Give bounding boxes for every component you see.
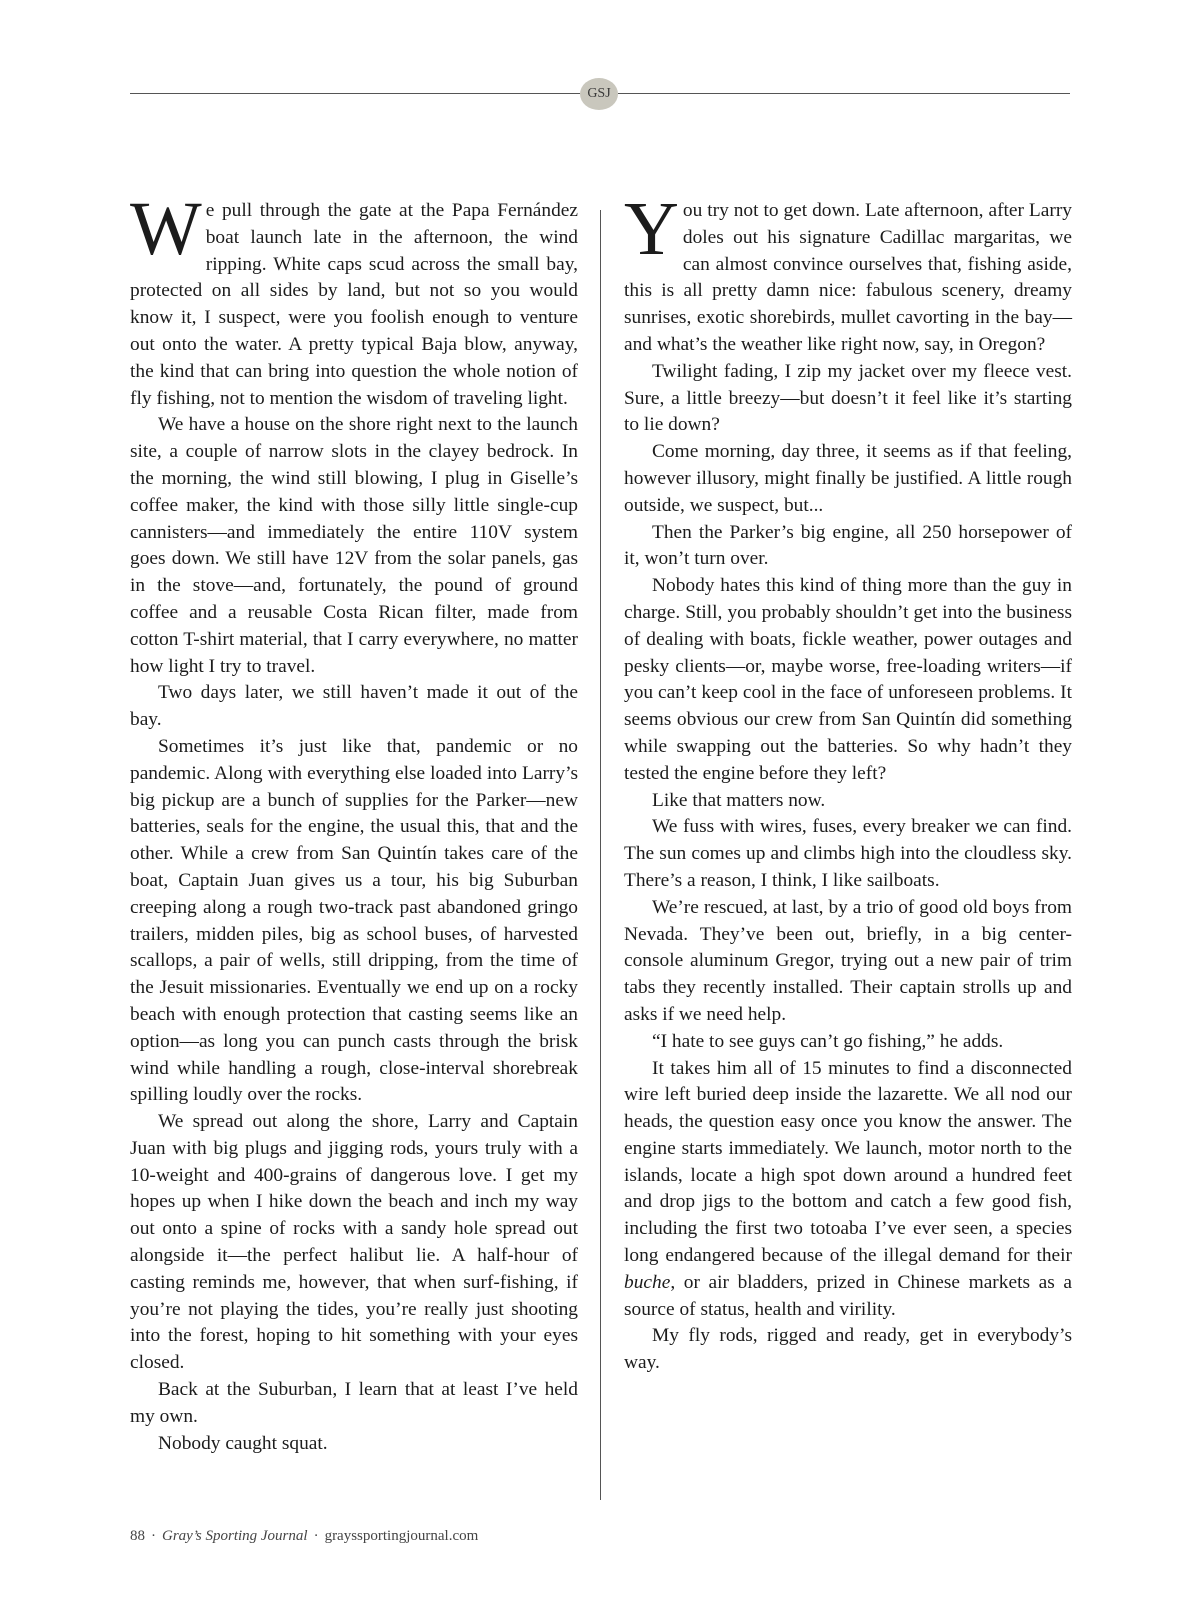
left-column <box>130 187 578 1457</box>
column-divider <box>600 210 601 1500</box>
paragraph: Like that matters now. <box>652 789 826 811</box>
italic-term: buche <box>624 1271 671 1293</box>
paragraph-text: , or air bladders, prized in Chinese markets as a source of status, health and virility. <box>624 1271 1072 1320</box>
paragraph: We fuss with wires, fuses, every breaker we can find. The sun comes up and climbs high into the cloudless sky. There’s a reason, I think, I like sailboats. <box>624 816 1072 891</box>
gsj-badge: GSJ <box>580 78 618 110</box>
paragraph: Come morning, day three, it seems as if that feeling, however illusory, might finally be justified. A little rough outside, we suspect, but... <box>624 441 1072 516</box>
paragraph: We have a house on the shore right next to the launch site, a couple of narrow slots in the clayey bedrock. In the morning, the wind still blowing, I plug in Giselle’s coffee maker, the kind with those silly little single-cup cannisters—and immediately the entire 110V system goes down. We still have 12V from the solar panels, gas in the stove—and, fortunately, the pound of ground coffee and a reusable Costa Rican filter, made from cotton T-shirt material, that I carry everywhere, no matter how light I try to travel. <box>130 414 578 677</box>
paragraph: Then the Parker’s big engine, all 250 horsepower of it, won’t turn over. <box>624 521 1072 570</box>
paragraph: Nobody hates this kind of thing more than the guy in charge. Still, you probably shouldn’t get into the business of dealing with boats, fickle weather, power outages and pesky clients—or, maybe worse, free-loading writers—if you can’t keep cool in the face of unforeseen problems. It seems obvious our crew from San Quintín did something while swapping out the batteries. So why hadn’t they tested the engine before they left? <box>624 575 1072 784</box>
paragraph: Sometimes it’s just like that, pandemic or no pandemic. Along with everything else loaded into Larry’s big pickup are a bunch of supplies for the Parker—new batteries, seals for the engine, the usual this, that and the other. While a crew from San Quintín takes care of the boat, Captain Juan gives us a tour, his big Suburban creeping along a rough two-track past abandoned gringo trailers, midden piles, big as school buses, of harvested scallops, a pair of wells, still dripping, from the time of the Jesuit missionaries. Eventually we end up on a rocky beach with enough protection that casting seems like an option—as long you can punch casts through the brisk wind while handling a rough, close-interval shorebreak spilling loudly over the rocks. <box>130 735 578 1106</box>
paragraph: My fly rods, rigged and ready, get in everybody’s way. <box>624 1325 1072 1374</box>
header-rule-left <box>130 93 580 94</box>
drop-cap: W <box>130 187 202 271</box>
footer-separator: · <box>313 1528 319 1544</box>
paragraph: We spread out along the shore, Larry and Captain Juan with big plugs and jigging rods, yours truly with a 10-weight and 400-grains of dangerous love. I get my hopes up when I hike down the beach and inch my way out onto a spine of rocks with a sandy hole spread out alongside it—the perfect halibut lie. A half-hour of casting reminds me, however, that when surf-fishing, if you’re not playing the tides, you’re really just shooting into the forest, hoping to hit something with your eyes closed. <box>130 1111 578 1374</box>
paragraph: Nobody caught squat. <box>158 1432 328 1454</box>
paragraph: Twilight fading, I zip my jacket over my fleece vest. Sure, a little breezy—but doesn’t it feel like it’s starting to lie down? <box>624 360 1072 436</box>
paragraph <box>624 1056 1072 1324</box>
paragraph <box>130 187 578 412</box>
paragraph-text: e pull through the gate at the Papa Fernández boat launch late in the afternoon, the wind ripping. White caps scud across the small bay, protected on all sides by land, but not so you would know it, I suspect, were you foolish enough to venture out onto the water. A pretty typical Baja blow, anyway, the kind that can bring into question the whole notion of fly fishing, not to mention the wisdom of traveling light. <box>130 200 578 409</box>
page-footer <box>130 1528 478 1545</box>
right-column <box>624 187 1072 1377</box>
paragraph-text: It takes him all of 15 minutes to find a disconnected wire left buried deep inside the lazarette. We all nod our heads, the question easy once you know the answer. The engine starts immediately. We launch, motor north to the islands, locate a high spot down around a hundred feet and drop jigs to the bottom and catch a few good fish, including the first two totoaba I’ve ever seen, a species long endangered because of the illegal demand for their <box>624 1057 1072 1267</box>
journal-url: grayssportingjournal.com <box>324 1528 479 1544</box>
paragraph: We’re rescued, at last, by a trio of good old boys from Nevada. They’ve been out, briefly, in a big center-console aluminum Gregor, trying out a new pair of trim tabs they recently installed. Their captain strolls up and asks if we need help. <box>624 896 1072 1025</box>
paragraph <box>624 187 1072 359</box>
paragraph: Back at the Suburban, I learn that at least I’ve held my own. <box>130 1379 578 1427</box>
header-rule-right <box>618 93 1070 94</box>
footer-separator: · <box>151 1528 156 1544</box>
paragraph: “I hate to see guys can’t go fishing,” he adds. <box>652 1030 1004 1052</box>
paragraph-text: ou try not to get down. Late afternoon, after Larry doles out his signature Cadillac margaritas, we can almost convince ourselves that, fishing aside, this is all pretty damn nice: fabulous scenery, dreamy sunrises, exotic shorebirds, mullet cavorting in the bay—and what’s the weather like right now, say, in Oregon? <box>624 200 1072 355</box>
journal-name: Gray’s Sporting Journal <box>162 1528 308 1544</box>
page-number: 88 <box>130 1528 145 1544</box>
drop-cap: Y <box>624 187 679 271</box>
paragraph: Two days later, we still haven’t made it out of the bay. <box>130 682 578 731</box>
